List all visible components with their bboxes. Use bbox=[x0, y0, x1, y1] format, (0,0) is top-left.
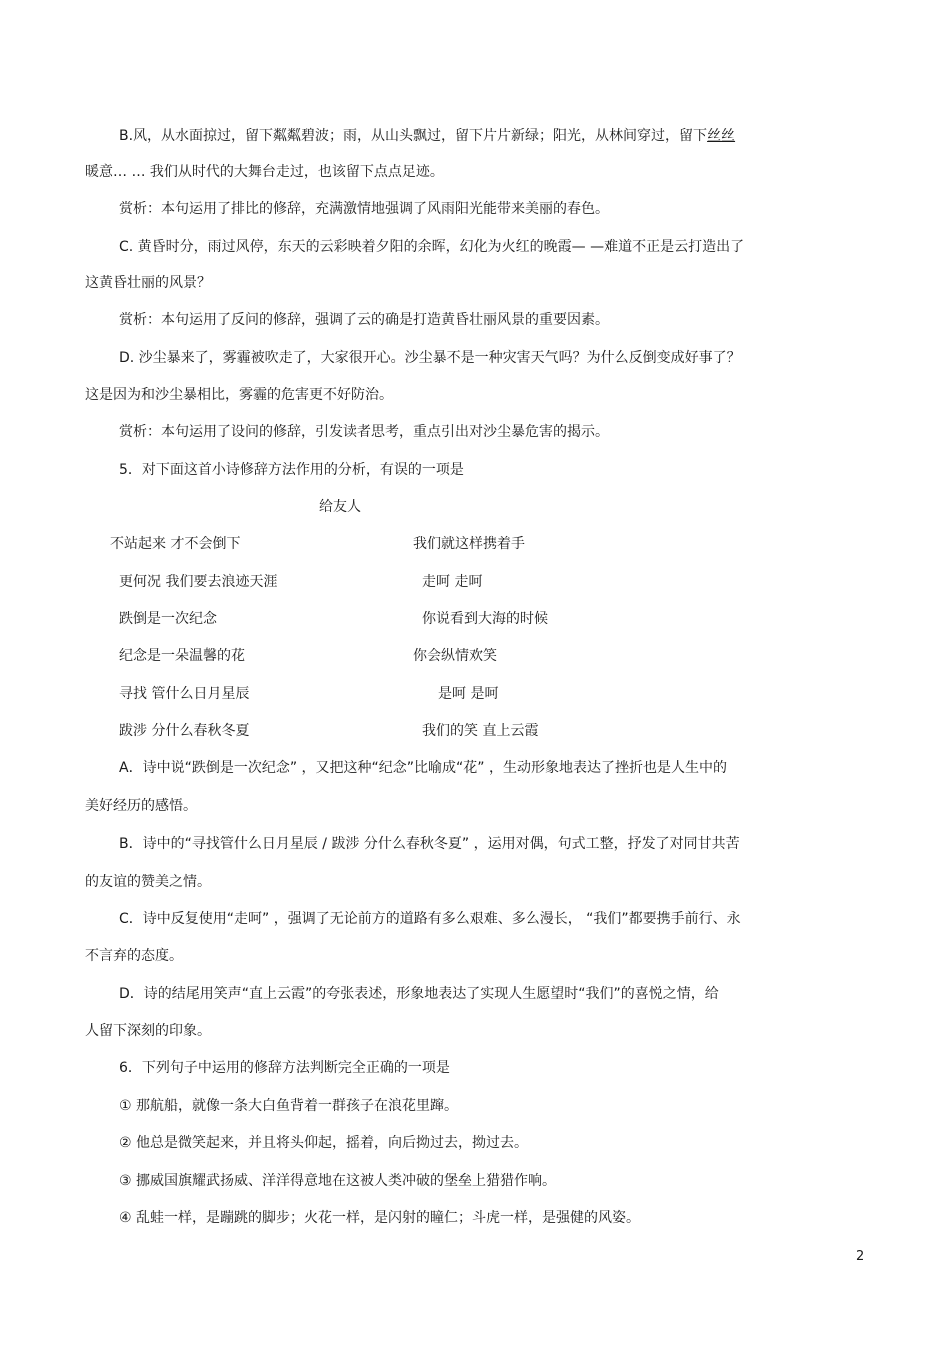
q5-stem: 5．对下面这首小诗修辞方法作用的分析，有误的一项是 bbox=[119, 462, 464, 478]
q4-option-c-note: 赏析：本句运用了反问的修辞，强调了云的确是打造黄昏壮丽风景的重要因素。 bbox=[119, 312, 609, 328]
q5-option-a-line1: A．诗中说“跌倒是一次纪念” ，又把这种“纪念”比喻成“花” ，生动形象地表达了挫折也是人生中的 bbox=[119, 760, 727, 776]
q4-option-b-line1 bbox=[119, 126, 735, 146]
q6-item: ① 那航船，就像一条大白鱼背着一群孩子在浪花里蹿。 bbox=[119, 1098, 458, 1114]
poem-left-line: 不站起来 才不会倒下 bbox=[110, 536, 241, 552]
poem-right-line: 我们的笑 直上云霞 bbox=[422, 723, 539, 739]
q5-option-c-line2: 不言弃的态度。 bbox=[85, 948, 183, 964]
q4-option-d-note: 赏析：本句运用了设问的修辞，引发读者思考，重点引出对沙尘暴危害的揭示。 bbox=[119, 424, 609, 440]
poem-title: 给友人 bbox=[319, 499, 361, 515]
q6-stem: 6．下列句子中运用的修辞方法判断完全正确的一项是 bbox=[119, 1060, 450, 1076]
q6-item: ③ 挪威国旗耀武扬威、洋洋得意地在这被人类冲破的堡垒上猎猎作响。 bbox=[119, 1173, 556, 1189]
q6-item: ④ 乱蛙一样，是蹦跳的脚步；火花一样，是闪射的瞳仁；斗虎一样，是强健的风姿。 bbox=[119, 1210, 640, 1226]
q4-option-d-line2: 这是因为和沙尘暴相比，雾霾的危害更不好防治。 bbox=[85, 387, 393, 403]
q4-option-c-line2: 这黄昏壮丽的风景？ bbox=[85, 275, 211, 291]
q4-option-b-text: B.风，从水面掠过，留下粼粼碧波；雨，从山头飘过，留下片片新绿；阳光，从林间穿过，留下 bbox=[119, 128, 708, 144]
q4-option-c-line1: C. 黄昏时分，雨过风停，东天的云彩映着夕阳的余晖，幻化为火红的晚霞— —难道不正是云打造出了 bbox=[119, 239, 745, 255]
page-number: 2 bbox=[856, 1249, 865, 1264]
poem-left-line: 跋涉 分什么春秋冬夏 bbox=[119, 723, 250, 739]
q5-option-d-line2: 人留下深刻的印象。 bbox=[85, 1023, 211, 1039]
poem-right-line: 是呵 是呵 bbox=[438, 686, 499, 702]
q5-option-d-line1: D．诗的结尾用笑声“直上云霞”的夸张表述，形象地表达了实现人生愿望时“我们”的喜悦之情，给 bbox=[119, 986, 719, 1002]
q5-option-c-line1: C．诗中反复使用“走呵” ，强调了无论前方的道路有多么艰难、多么漫长， “我们”都要携手前行、永 bbox=[119, 911, 741, 927]
poem-right-line: 走呵 走呵 bbox=[422, 574, 483, 590]
poem-left-line: 寻找 管什么日月星辰 bbox=[119, 686, 250, 702]
poem-right-line: 你会纵情欢笑 bbox=[413, 648, 497, 664]
q5-option-b-line1: B．诗中的“寻找管什么日月星辰 / 跋涉 分什么春秋冬夏” ，运用对偶，句式工整，抒发了对同甘共苦 bbox=[119, 836, 740, 852]
q6-item: ② 他总是微笑起来，并且将头仰起，摇着，向后拗过去，拗过去。 bbox=[119, 1135, 528, 1151]
poem-left-line: 更何况 我们要去浪迹天涯 bbox=[119, 574, 278, 590]
poem-right-line: 你说看到大海的时候 bbox=[422, 611, 548, 627]
q4-option-d-line1: D. 沙尘暴来了，雾霾被吹走了，大家很开心。沙尘暴不是一种灾害天气吗？为什么反倒变成好事了？ bbox=[119, 350, 741, 366]
poem-right-line: 我们就这样携着手 bbox=[413, 536, 525, 552]
poem-left-line: 纪念是一朵温馨的花 bbox=[119, 648, 245, 664]
q5-option-a-line2: 美好经历的感悟。 bbox=[85, 798, 197, 814]
q4-option-b-line2: 暖意… … 我们从时代的大舞台走过，也该留下点点足迹。 bbox=[85, 164, 444, 180]
q5-option-b-line2: 的友谊的赞美之情。 bbox=[85, 874, 211, 890]
q4-option-b-underlined: 丝丝 bbox=[707, 128, 736, 144]
q4-option-b-note: 赏析：本句运用了排比的修辞，充满激情地强调了风雨阳光能带来美丽的春色。 bbox=[119, 201, 609, 217]
poem-left-line: 跌倒是一次纪念 bbox=[119, 611, 217, 627]
